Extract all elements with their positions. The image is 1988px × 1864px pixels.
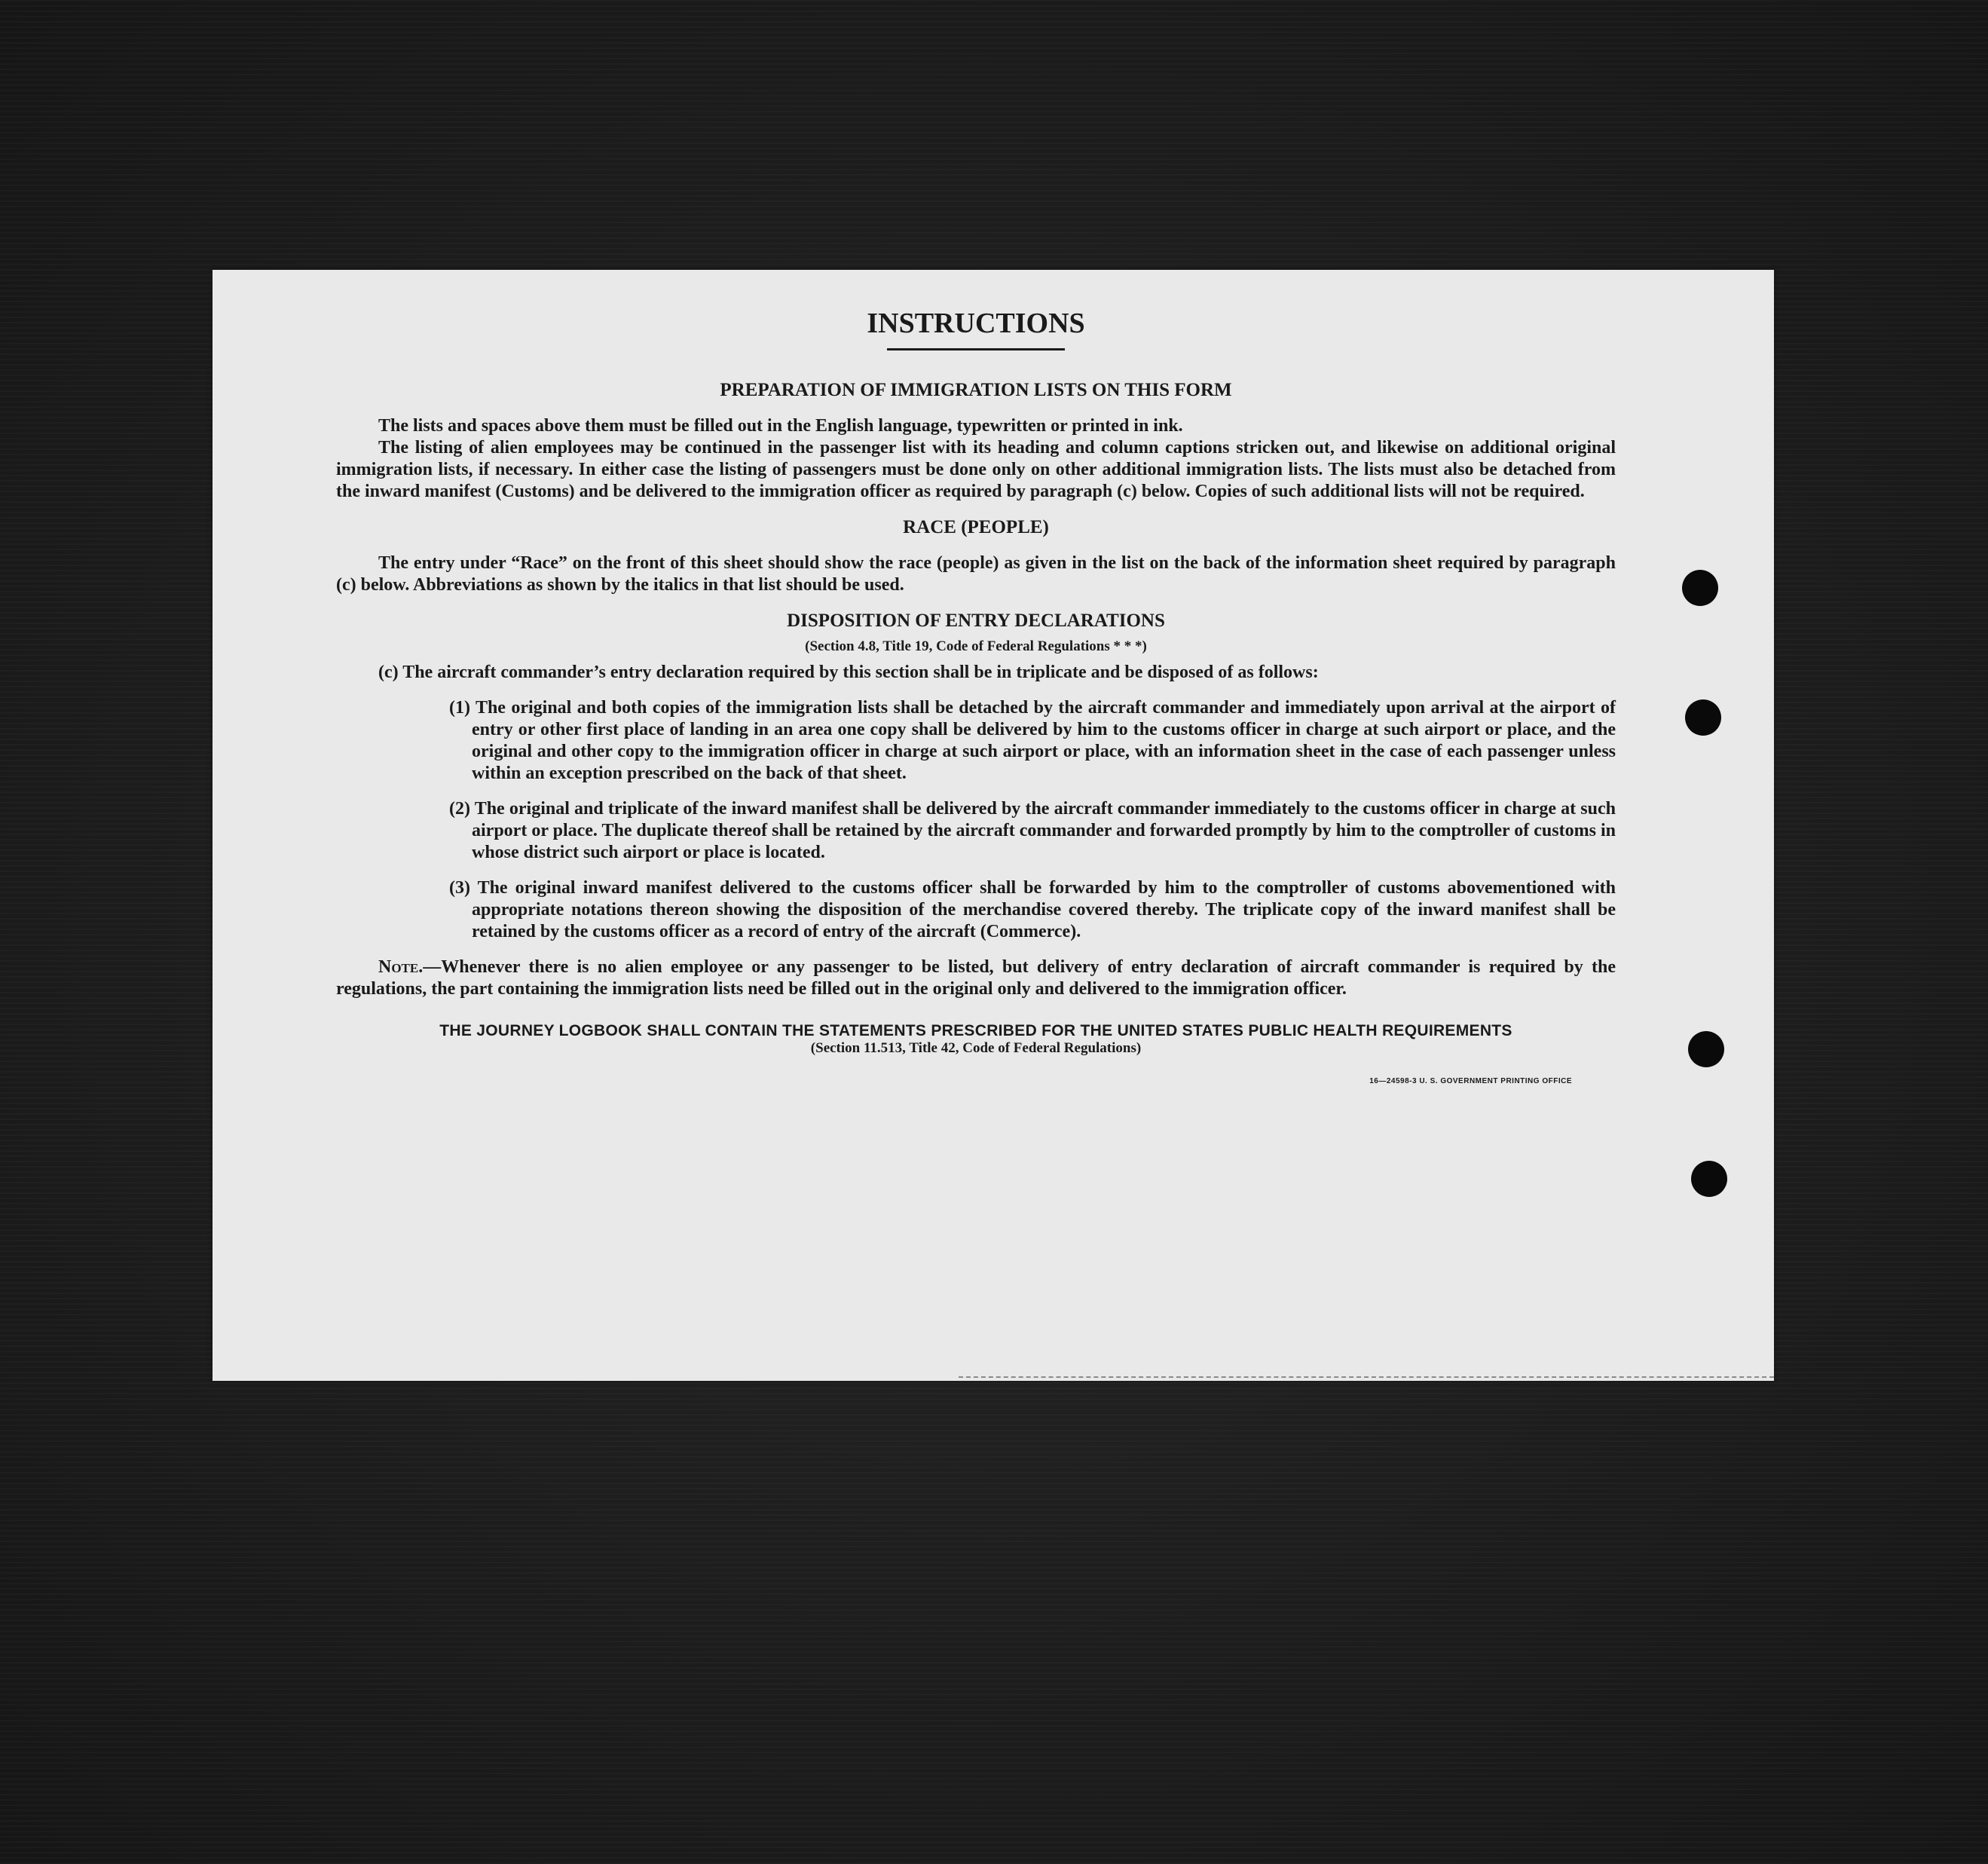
race-heading: RACE (PEOPLE) [903, 517, 1049, 537]
punch-hole-1 [1682, 570, 1718, 606]
punch-hole-4 [1691, 1161, 1727, 1197]
preparation-paragraph-1: The lists and spaces above them must be filled out in the English language, typewritten or printed in ink. [378, 416, 1183, 436]
document-sheet [213, 270, 1774, 1381]
race-paragraph: The entry under “Race” on the front of this sheet should show the race (people) as given in the list on the back of the information sheet required by paragraph (c) below. Abbreviations as shown by the italics in that list should be used. [336, 553, 1616, 595]
punch-hole-2 [1685, 699, 1721, 736]
health-requirements-statement: THE JOURNEY LOGBOOK SHALL CONTAIN THE STATEMENTS PRESCRIBED FOR THE UNITED STATES PUBLIC HEALTH REQUIREMENTS [439, 1021, 1512, 1039]
perforation-line [959, 1376, 1774, 1378]
document-content [336, 309, 1616, 1085]
disposition-citation: (Section 4.8, Title 19, Code of Federal Regulations * * *) [805, 638, 1147, 654]
disposition-item-3: (3) The original inward manifest delivered to the customs officer shall be forwarded by him to the comptroller of customs abovementioned with appropriate notations thereon showing the disposition of the merchandise covered thereby. The triplicate copy of the inward manifest shall be retained by the customs officer as a record of entry of the aircraft (Commerce). [449, 877, 1616, 941]
disposition-item-2: (2) The original and triplicate of the inward manifest shall be delivered by the aircraft commander immediately to the customs officer in charge at such airport or place. The duplicate thereof shall be retained by the aircraft commander and forwarded promptly by him to the comptroller of customs in whose district such airport or place is located. [449, 798, 1616, 862]
preparation-paragraph-2: The listing of alien employees may be continued in the passenger list with its heading and column captions stricken out, and likewise on additional original immigration lists, if necessary. In either case the listing of passengers must be done only on other additional immigration lists. The lists must also be detached from the inward manifest (Customs) and be delivered to the immigration officer as required by paragraph (c) below. Copies of such additional lists will not be required. [336, 438, 1616, 501]
printer-mark: 16—24598-3 U. S. GOVERNMENT PRINTING OFFICE [1369, 1076, 1572, 1085]
disposition-heading: DISPOSITION OF ENTRY DECLARATIONS [787, 611, 1165, 631]
health-requirements-citation: (Section 11.513, Title 42, Code of Federal Regulations) [810, 1039, 1142, 1056]
punch-hole-3 [1688, 1031, 1724, 1067]
disposition-intro: (c) The aircraft commander’s entry declaration required by this section shall be in triplicate and be disposed of as follows: [378, 662, 1319, 682]
document-title: INSTRUCTIONS [867, 308, 1085, 339]
note-label: Note. [378, 956, 424, 977]
note-text: —Whenever there is no alien employee or any passenger to be listed, but delivery of entry declaration of aircraft commander is required by the regulations, the part containing the immigration lists need be filled out in the original only and delivered to the immigration officer. [336, 956, 1616, 999]
preparation-heading: PREPARATION OF IMMIGRATION LISTS ON THIS FORM [720, 380, 1232, 400]
note-paragraph [336, 956, 1616, 1000]
disposition-item-1: (1) The original and both copies of the immigration lists shall be detached by the aircraft commander and immediately upon arrival at the airport of entry or other first place of landing in an area one copy shall be delivered by him to the customs officer in charge at such airport or place, and the original and other copy to the immigration officer in charge at such airport or place, with an information sheet in the case of each passenger unless within an exception prescribed on the back of that sheet. [449, 697, 1616, 783]
